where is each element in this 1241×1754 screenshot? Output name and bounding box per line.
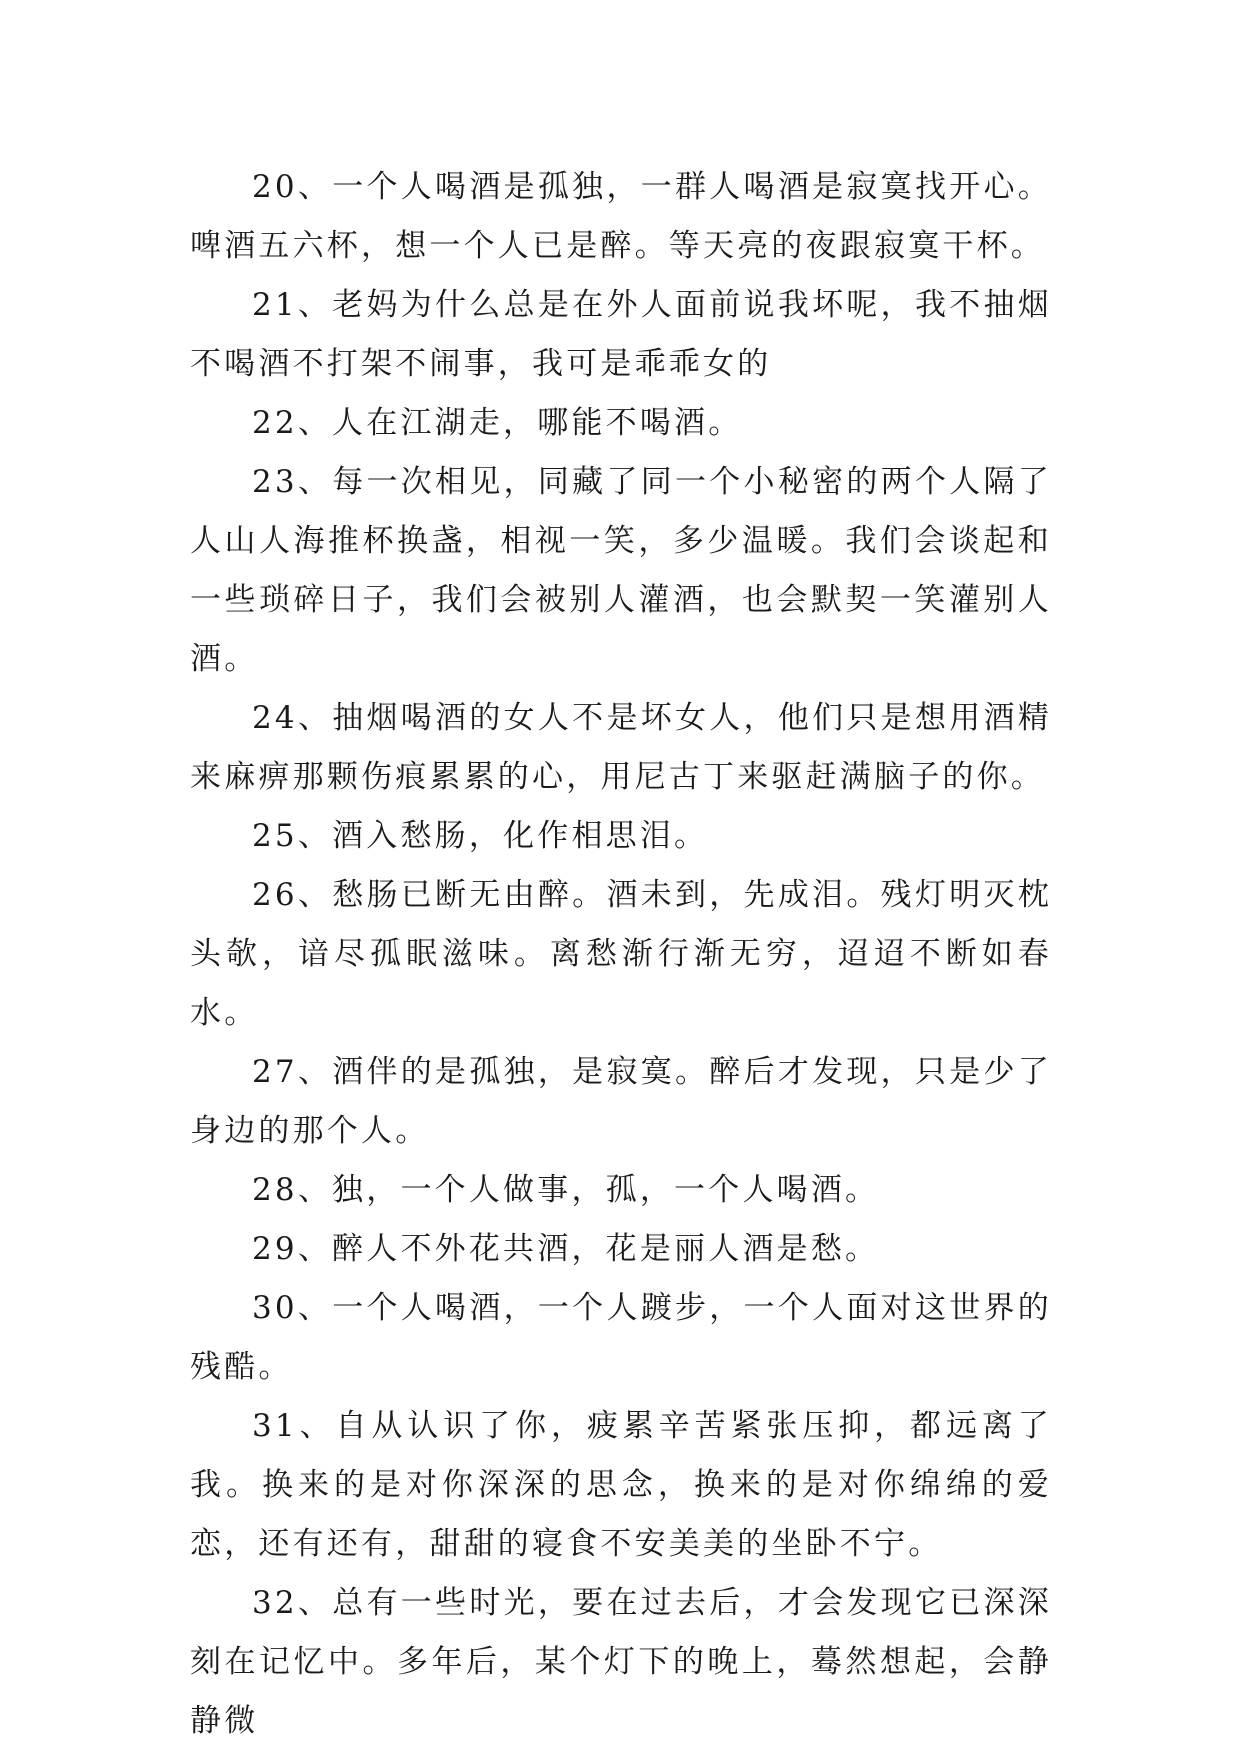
paragraph-22: 22、人在江湖走，哪能不喝酒。 bbox=[252, 405, 743, 441]
paragraph-32: 32、总有一些时光，要在过去后，才会发现它已深深刻在记忆中。多年后，某个灯下的晚上，蓦然想起，会静静微 bbox=[190, 1585, 1052, 1739]
paragraph-24: 24、抽烟喝酒的女人不是坏女人，他们只是想用酒精来麻痹那颗伤痕累累的心，用尼古丁来驱赶满脑子的你。 bbox=[190, 700, 1052, 795]
paragraph-23: 23、每一次相见，同藏了同一个小秘密的两个人隔了人山人海推杯换盏，相视一笑，多少温暖。我们会谈起和一些琐碎日子，我们会被别人灌酒，也会默契一笑灌别人酒。 bbox=[190, 464, 1052, 677]
paragraph-21: 21、老妈为什么总是在外人面前说我坏呢，我不抽烟不喝酒不打架不闹事，我可是乖乖女的 bbox=[190, 287, 1052, 382]
paragraph-26: 26、愁肠已断无由醉。酒未到，先成泪。残灯明灭枕头欹，谙尽孤眠滋味。离愁渐行渐无穷，迢迢不断如春水。 bbox=[190, 877, 1052, 1031]
paragraph-27: 27、酒伴的是孤独，是寂寞。醉后才发现，只是少了身边的那个人。 bbox=[190, 1054, 1052, 1149]
paragraph-20: 20、一个人喝酒是孤独，一群人喝酒是寂寞找开心。啤酒五六杯，想一个人已是醉。等天亮的夜跟寂寞干杯。 bbox=[190, 169, 1052, 264]
paragraph-29: 29、醉人不外花共酒，花是丽人酒是愁。 bbox=[252, 1231, 880, 1267]
paragraph-30: 30、一个人喝酒，一个人踱步，一个人面对这世界的残酷。 bbox=[190, 1290, 1052, 1385]
document-body bbox=[190, 158, 1052, 1751]
paragraph-28: 28、独，一个人做事，孤，一个人喝酒。 bbox=[252, 1172, 880, 1208]
paragraph-31: 31、自从认识了你，疲累辛苦紧张压抑，都远离了我。换来的是对你深深的思念，换来的是对你绵绵的爱恋，还有还有，甜甜的寝食不安美美的坐卧不宁。 bbox=[190, 1408, 1052, 1562]
paragraph-25: 25、酒入愁肠，化作相思泪。 bbox=[252, 818, 709, 854]
